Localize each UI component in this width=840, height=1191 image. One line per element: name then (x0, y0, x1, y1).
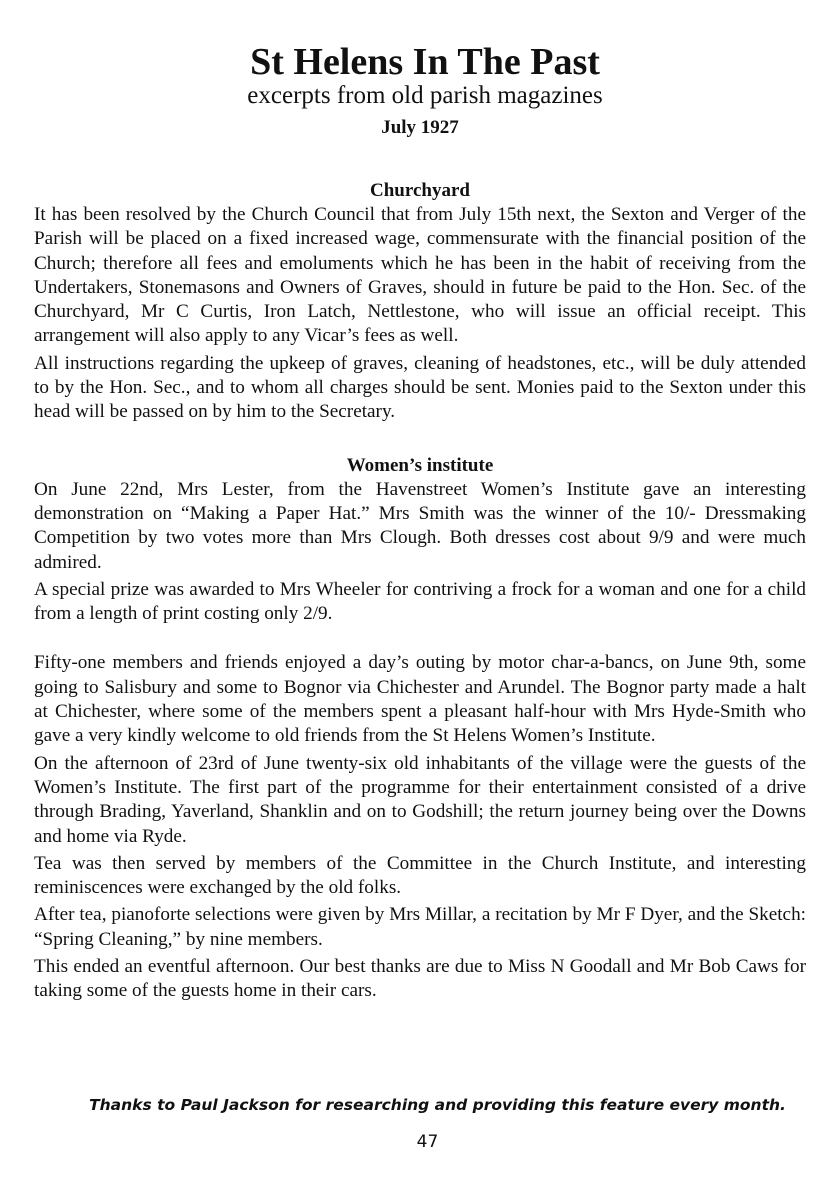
issue-date: July 1927 (381, 117, 459, 138)
credit-line: Thanks to Paul Jackson for researching and providing this feature every month. (89, 1096, 786, 1114)
section-heading: Churchyard (370, 180, 470, 201)
paragraph: On June 22nd, Mrs Lester, from the Havenstreet Women’s Institute gave an interesting demonstration on “Making a Paper Hat.” Mrs Smith was the winner of the 10/- Dressmaking Competition by two votes more than Mrs Clough. Both dresses cost about 9/9 and were much admired. (34, 478, 806, 573)
paragraph: Fifty-one members and friends enjoyed a day’s outing by motor char-a-bancs, on June 9th, some going to Salisbury and some to Bognor via Chichester and Arundel. The Bognor party made a halt at Chichester, where some of the members spent a pleasant half-hour with Mrs Hyde-Smith who gave a very kindly welcome to old friends from the St Helens Women’s Institute. (34, 652, 806, 747)
section-churchyard (34, 179, 806, 425)
section-heading: Women’s institute (346, 454, 494, 476)
paragraph: This ended an eventful afternoon. Our best thanks are due to Miss N Goodall and Mr Bob Caws for taking some of the guests home in their cars. (34, 956, 806, 1002)
article (34, 40, 806, 1007)
section-womens-institute (34, 454, 806, 1004)
page-title: St Helens In The Past (250, 41, 600, 83)
page-number: 47 (416, 1132, 439, 1152)
paragraph: All instructions regarding the upkeep of graves, cleaning of headstones, etc., will be duly attended to by the Hon. Sec., and to whom all charges should be sent. Monies paid to the Sexton under this head will be passed on by him to the Secretary. (34, 352, 806, 423)
paragraph: A special prize was awarded to Mrs Wheeler for contriving a frock for a woman and one for a child from a length of print costing only 2/9. (34, 578, 806, 625)
page-subtitle: excerpts from old parish magazines (247, 82, 603, 109)
paragraph: On the afternoon of 23rd of June twenty-six old inhabitants of the village were the guests of the Women’s Institute. The first part of the programme for their entertainment consisted of a drive through Brading, Yaverland, Shanklin and on to Godshill; the return journey being over the Downs and home via Ryde. (34, 752, 806, 847)
paragraph: It has been resolved by the Church Council that from July 15th next, the Sexton and Verger of the Parish will be placed on a fixed increased wage, commensurate with the financial position of the Church; therefore all fees and emoluments which he has been in the habit of receiving from the Undertakers, Stonemasons and Owners of Graves, should in future be paid to the Hon. Sec. of the Churchyard, Mr C Curtis, Iron Latch, Nettlestone, who will issue an official receipt. This arrangement will also apply to any Vicar’s fees as well. (34, 204, 806, 347)
paragraph: After tea, pianoforte selections were given by Mrs Millar, a recitation by Mr F Dyer, and the Sketch: “Spring Cleaning,” by nine members. (34, 904, 806, 950)
paragraph: Tea was then served by members of the Committee in the Church Institute, and interesting reminiscences were exchanged by the old folks. (34, 852, 806, 899)
